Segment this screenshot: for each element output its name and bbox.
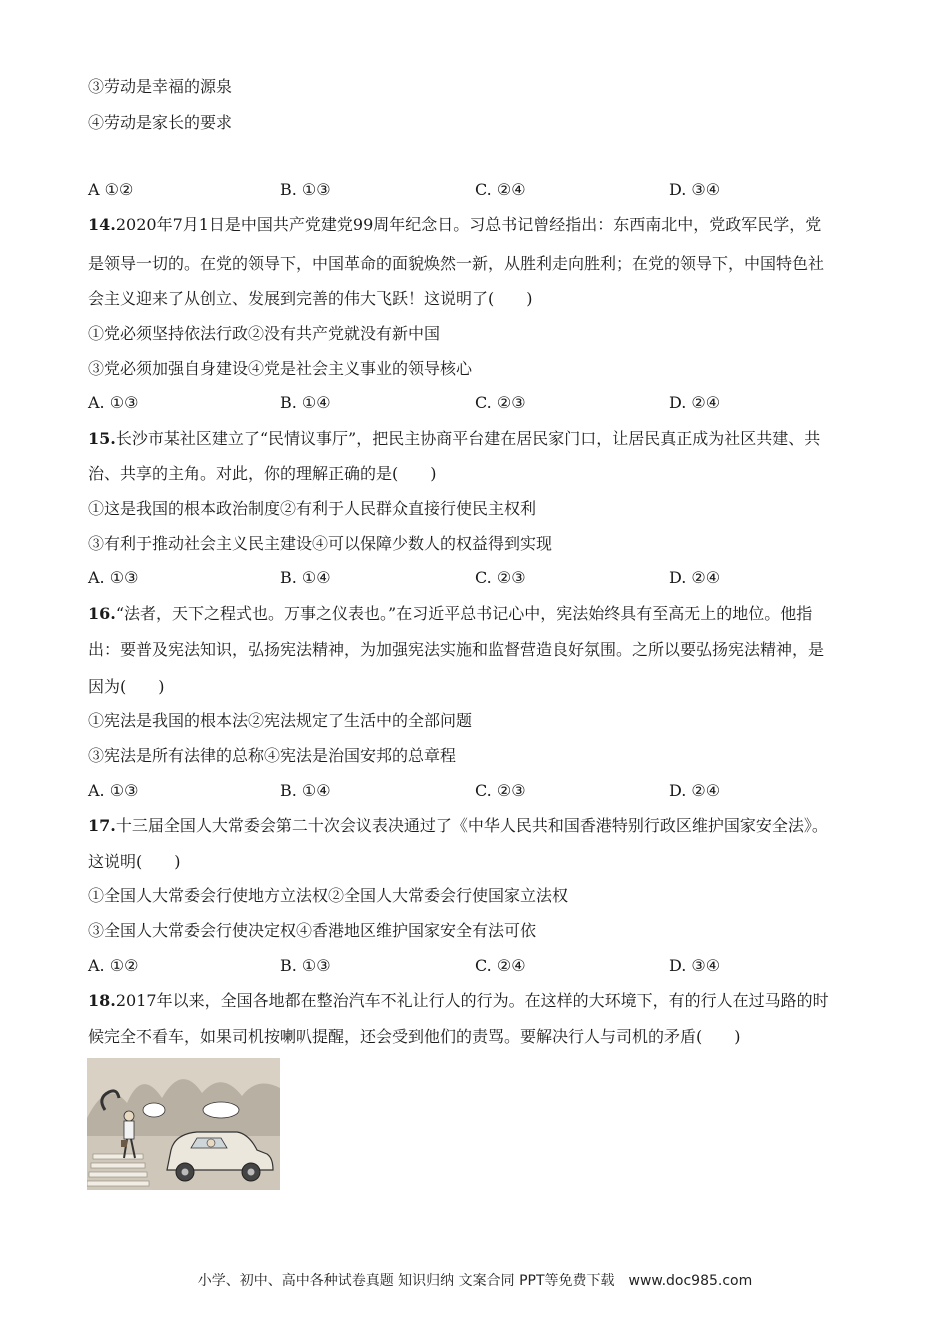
option-a[interactable]: A ①② (88, 180, 134, 199)
q17-statements-2: ③全国人大常委会行使决定权④香港地区维护国家安全有法可依 (88, 921, 537, 940)
option-c[interactable]: C. ②④ (475, 956, 526, 975)
option-b[interactable]: B. ①④ (280, 781, 331, 800)
q14-line-2: 是领导一切的。在党的领导下，中国革命的面貌焕然一新，从胜利走向胜利；在党的领导下，中国特色社 (88, 254, 825, 273)
q16-line-2: 出：要普及宪法知识，弘扬宪法精神，为加强宪法实施和监督营造良好氛围。之所以要弘扬宪法精神，是 (88, 640, 825, 659)
q15-line-1: 15.长沙市某社区建立了“民情议事厅”，把民主协商平台建在居民家门口，让居民真正成为社区共建、共 (88, 429, 821, 448)
option-b[interactable]: B. ①④ (280, 393, 331, 412)
option-d[interactable]: D. ②④ (669, 568, 721, 587)
question-number: 18. (88, 991, 116, 1010)
option-b[interactable]: B. ①③ (280, 956, 331, 975)
options-row (88, 180, 788, 200)
option-c[interactable]: C. ②③ (475, 781, 526, 800)
question-number: 15. (88, 429, 116, 448)
q17-line-2: 这说明( ) (88, 852, 181, 871)
question-number: 16. (88, 604, 116, 623)
pedestrian-car-illustration (87, 1058, 280, 1190)
option-b[interactable]: B. ①③ (280, 180, 331, 199)
q18-line-1: 18.2017年以来，全国各地都在整治汽车不礼让行人的行为。在这样的大环境下，有的行人在过马路的时 (88, 991, 829, 1010)
statement-3: ③劳动是幸福的源泉 (88, 77, 233, 96)
q15-options (88, 568, 788, 588)
question-number: 14. (88, 215, 116, 234)
q16-line-3: 因为( ) (88, 677, 165, 696)
q14-options (88, 393, 788, 413)
q14-line-3: 会主义迎来了从创立、发展到完善的伟大飞跃！这说明了( ) (88, 289, 533, 308)
option-d[interactable]: D. ②④ (669, 781, 721, 800)
option-d[interactable]: D. ③④ (669, 956, 721, 975)
option-a[interactable]: A. ①③ (88, 781, 139, 800)
q15-line-2: 治、共享的主角。对此，你的理解正确的是( ) (88, 464, 437, 483)
q14-statements-2: ③党必须加强自身建设④党是社会主义事业的领导核心 (88, 359, 473, 378)
option-a[interactable]: A. ①② (88, 956, 139, 975)
q14-line-1: 14.2020年7月1日是中国共产党建党99周年纪念日。习总书记曾经指出：东西南北中，党政军民学，党 (88, 215, 822, 234)
option-c[interactable]: C. ②④ (475, 180, 526, 199)
question-number: 17. (88, 816, 116, 835)
q14-statements-1: ①党必须坚持依法行政②没有共产党就没有新中国 (88, 324, 441, 343)
option-a[interactable]: A. ①③ (88, 393, 139, 412)
q16-statements-2: ③宪法是所有法律的总称④宪法是治国安邦的总章程 (88, 746, 457, 765)
option-b[interactable]: B. ①④ (280, 568, 331, 587)
q15-statements-2: ③有利于推动社会主义民主建设④可以保障少数人的权益得到实现 (88, 534, 553, 553)
q16-options (88, 781, 788, 801)
option-c[interactable]: C. ②③ (475, 568, 526, 587)
page-footer: 小学、初中、高中各种试卷真题 知识归纳 文案合同 PPT等免费下载 www.doc985.com (197, 1273, 753, 1289)
q16-statements-1: ①宪法是我国的根本法②宪法规定了生活中的全部问题 (88, 711, 473, 730)
q17-statements-1: ①全国人大常委会行使地方立法权②全国人大常委会行使国家立法权 (88, 886, 569, 905)
option-d[interactable]: D. ②④ (669, 393, 721, 412)
option-c[interactable]: C. ②③ (475, 393, 526, 412)
option-d[interactable]: D. ③④ (669, 180, 721, 199)
statement-4: ④劳动是家长的要求 (88, 113, 233, 132)
q17-line-1: 17.十三届全国人大常委会第二十次会议表决通过了《中华人民共和国香港特别行政区维护国家安全法》。 (88, 816, 828, 835)
q15-statements-1: ①这是我国的根本政治制度②有利于人民群众直接行使民主权利 (88, 499, 537, 518)
q16-line-1: 16.“法者，天下之程式也。万事之仪表也。”在习近平总书记心中，宪法始终具有至高无上的地位。他指 (88, 604, 813, 623)
q17-options (88, 956, 788, 976)
option-a[interactable]: A. ①③ (88, 568, 139, 587)
q18-line-2: 候完全不看车，如果司机按喇叭提醒，还会受到他们的责骂。要解决行人与司机的矛盾( ) (88, 1027, 741, 1046)
